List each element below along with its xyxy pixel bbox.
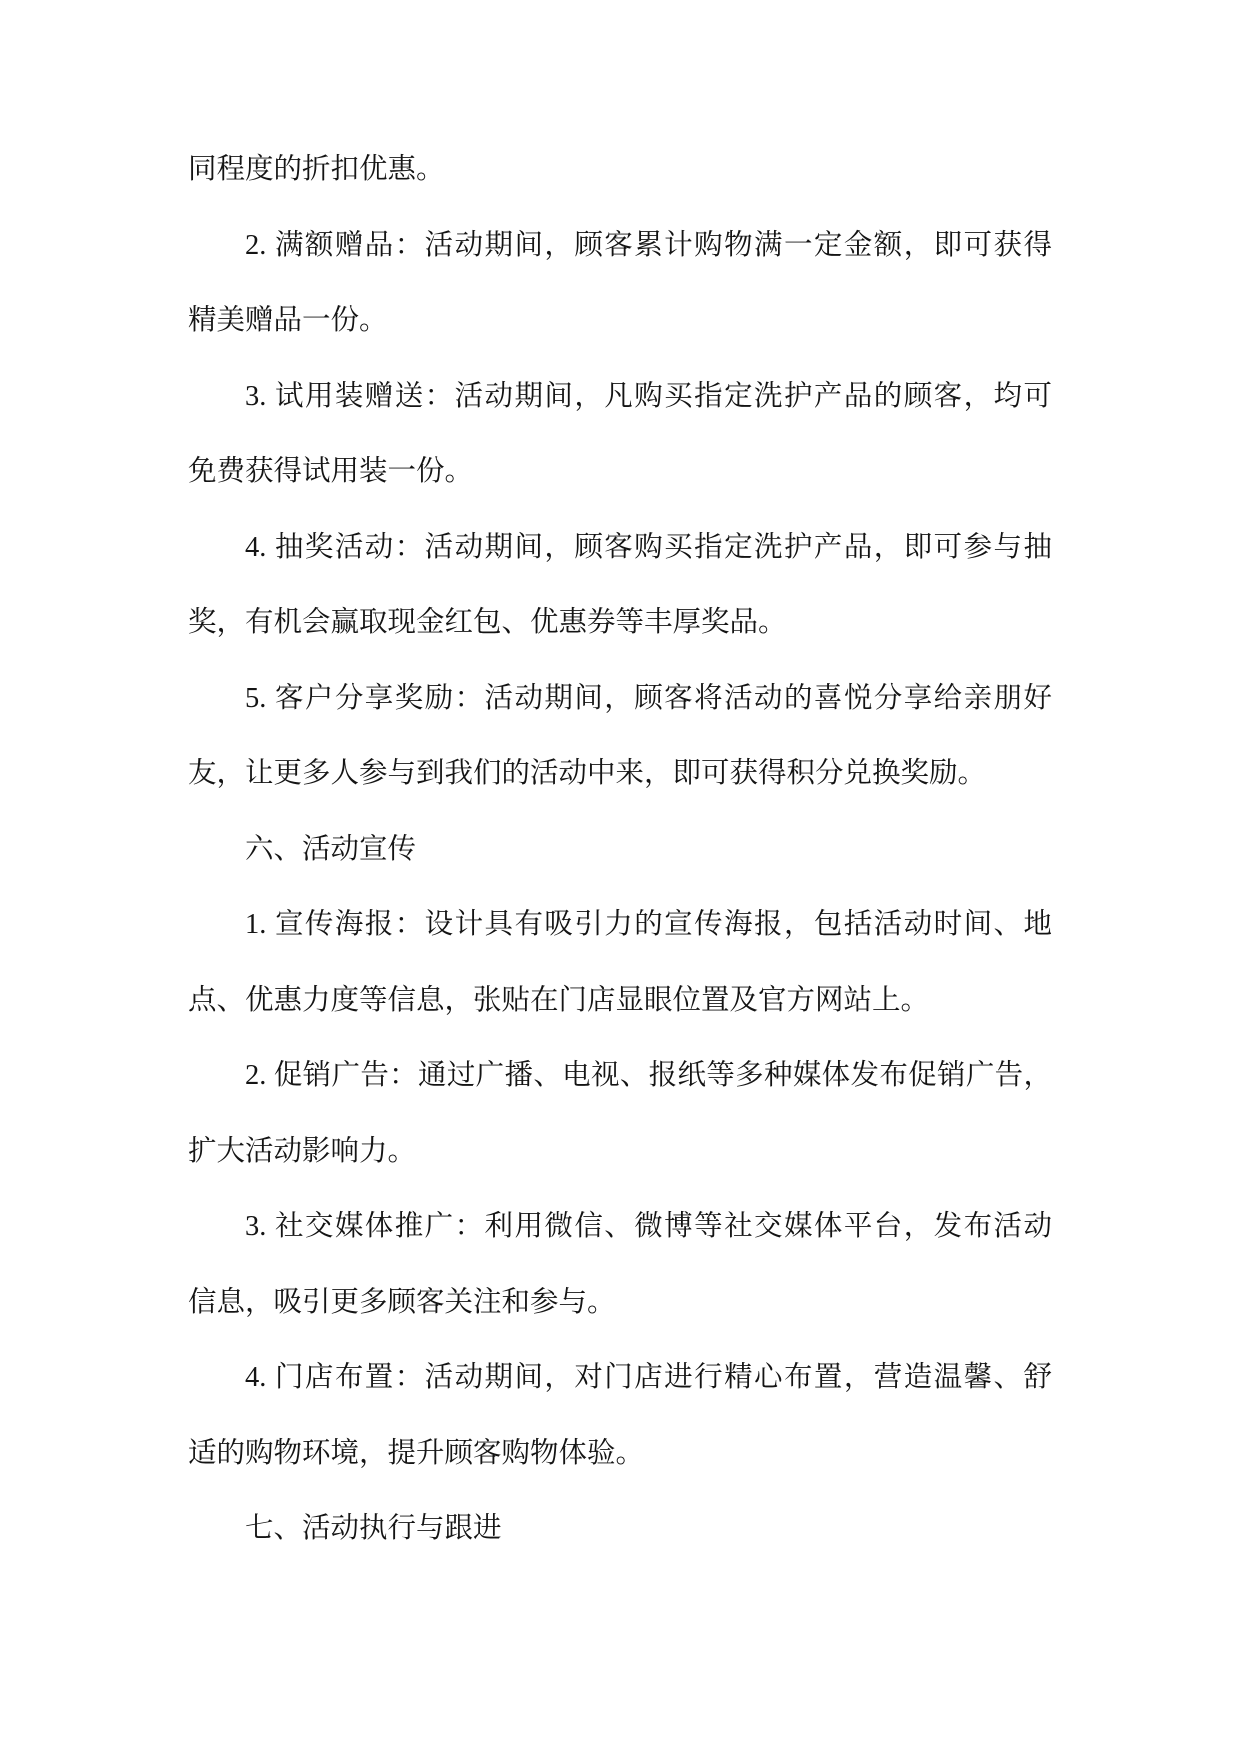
- paragraph-line: 点、优惠力度等信息，张贴在门店显眼位置及官方网站上。: [188, 984, 930, 1016]
- paragraph-line: 友，让更多人参与到我们的活动中来，即可获得积分兑换奖励。: [188, 758, 987, 789]
- paragraph-line: 精美赠品一份。: [188, 305, 388, 336]
- publicity-item-3: [188, 1189, 1052, 1340]
- paragraph-line: 3. 试用装赠送：活动期间，凡购买指定洗护产品的顾客，均可: [245, 380, 1052, 412]
- paragraph-line: 奖，有机会赢取现金红包、优惠券等丰厚奖品。: [188, 607, 787, 638]
- document-body: [188, 132, 1052, 1567]
- publicity-item-2: [188, 1038, 1052, 1189]
- promotion-item-4: [188, 510, 1052, 661]
- promotion-item-3: [188, 359, 1052, 510]
- paragraph-line: 信息，吸引更多顾客关注和参与。: [188, 1286, 616, 1318]
- publicity-item-1: [188, 887, 1052, 1038]
- paragraph-line: 1. 宣传海报：设计具有吸引力的宣传海报，包括活动时间、地: [245, 909, 1052, 940]
- paragraph-line: 5. 客户分享奖励：活动期间，顾客将活动的喜悦分享给亲朋好: [245, 682, 1052, 714]
- paragraph-line: 扩大活动影响力。: [188, 1135, 417, 1167]
- paragraph-line: 4. 门店布置：活动期间，对门店进行精心布置，营造温馨、舒: [245, 1362, 1052, 1393]
- paragraph-line: 3. 社交媒体推广：利用微信、微博等社交媒体平台，发布活动: [245, 1211, 1052, 1242]
- continued-paragraph-line: 同程度的折扣优惠。: [188, 154, 445, 185]
- paragraph-line: 2. 促销广告：通过广播、电视、报纸等多种媒体发布促销广告，: [245, 1060, 1052, 1091]
- paragraph-line: 4. 抽奖活动：活动期间，顾客购买指定洗护产品，即可参与抽: [245, 531, 1052, 563]
- paragraph-line: 免费获得试用装一份。: [188, 456, 474, 487]
- publicity-item-4: [188, 1340, 1052, 1491]
- section-heading-6: 六、活动宣传: [245, 833, 417, 865]
- promotion-item-2: [188, 208, 1052, 359]
- section-heading-7: 七、活动执行与跟进: [245, 1513, 502, 1544]
- paragraph-line: 适的购物环境，提升顾客购物体验。: [188, 1437, 645, 1469]
- paragraph-line: 2. 满额赠品：活动期间，顾客累计购物满一定金额，即可获得: [245, 229, 1052, 261]
- promotion-item-5: [188, 661, 1052, 812]
